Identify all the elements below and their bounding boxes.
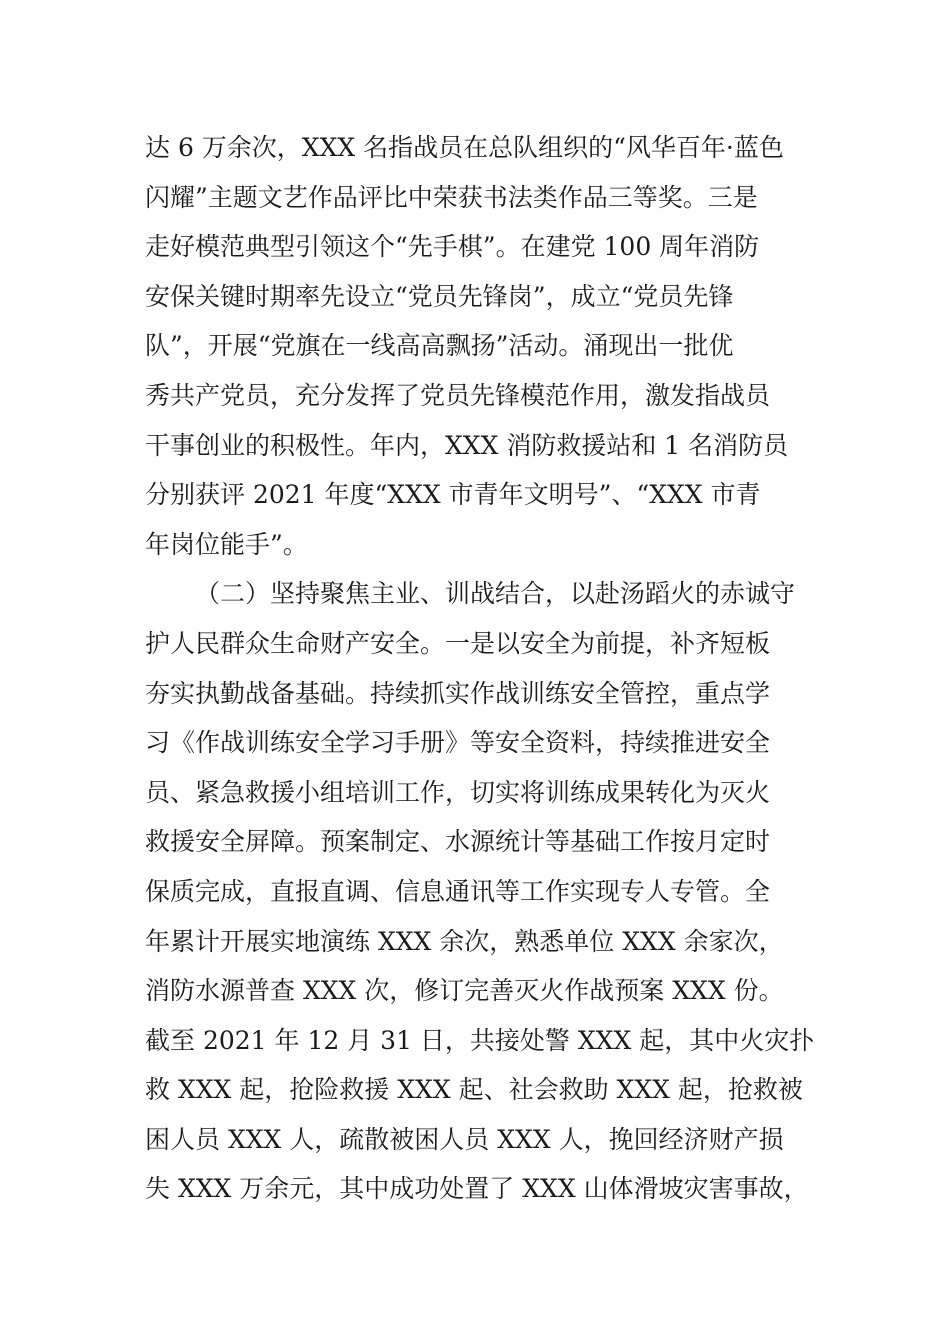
text-line: 救 XXX 起，抢险救援 XXX 起、社会救助 XXX 起，抢救被 (145, 1075, 803, 1105)
text-line: 困人员 XXX 人，疏散被困人员 XXX 人，挽回经济财产损 (145, 1124, 784, 1154)
body-text (145, 123, 845, 1214)
text-line: 消防水源普查 XXX 次，修订完善灭火作战预案 XXX 份。 (145, 976, 784, 1006)
section-heading-line: （二）坚持聚焦主业、训战结合，以赴汤蹈火的赤诚守 (195, 579, 796, 609)
text-line: 失 XXX 万余元，其中成功处置了 XXX 山体滑坡灾害事故， (145, 1174, 809, 1204)
text-line: 护人民群众生命财产安全。一是以安全为前提，补齐短板 (145, 628, 771, 658)
text-line: 习《作战训练安全学习手册》等安全资料，持续推进安全 (145, 728, 771, 758)
text-line: 干事创业的积极性。年内，XXX 消防救援站和 1 名消防员 (145, 430, 789, 460)
text-line: 秀共产党员，充分发挥了党员先锋模范作用，激发指战员 (145, 380, 771, 410)
text-line: 闪耀”主题文艺作品评比中荣获书法类作品三等奖。三是 (145, 182, 758, 212)
text-line: 分别获评 2021 年度“XXX 市青年文明号”、“XXX 市青 (145, 480, 761, 510)
text-line: 达 6 万余次，XXX 名指战员在总队组织的“风华百年·蓝色 (145, 133, 784, 162)
text-line: 截至 2021 年 12 月 31 日，共接处警 XXX 起，其中火灾扑 (145, 1025, 815, 1055)
text-line: 年累计开展实地演练 XXX 余次，熟悉单位 XXX 余家次， (145, 926, 784, 956)
text-line: 走好模范典型引领这个“先手棋”。在建党 100 周年消防 (145, 232, 760, 262)
text-line: 队”，开展“党旗在一线高高飘扬”活动。涌现出一批优 (145, 331, 734, 361)
text-line: 保质完成，直报直调、信息通讯等工作实现专人专管。全 (145, 876, 771, 906)
text-line: 夯实执勤战备基础。持续抓实作战训练安全管控，重点学 (145, 678, 771, 708)
text-line: 员、紧急救援小组培训工作，切实将训练成果转化为灭火 (145, 777, 771, 807)
text-line: 救援安全屏障。预案制定、水源统计等基础工作按月定时 (145, 827, 771, 857)
text-line: 安保关键时期率先设立“党员先锋岗”，成立“党员先锋 (145, 281, 734, 311)
text-line: 年岗位能手”。 (145, 529, 308, 559)
